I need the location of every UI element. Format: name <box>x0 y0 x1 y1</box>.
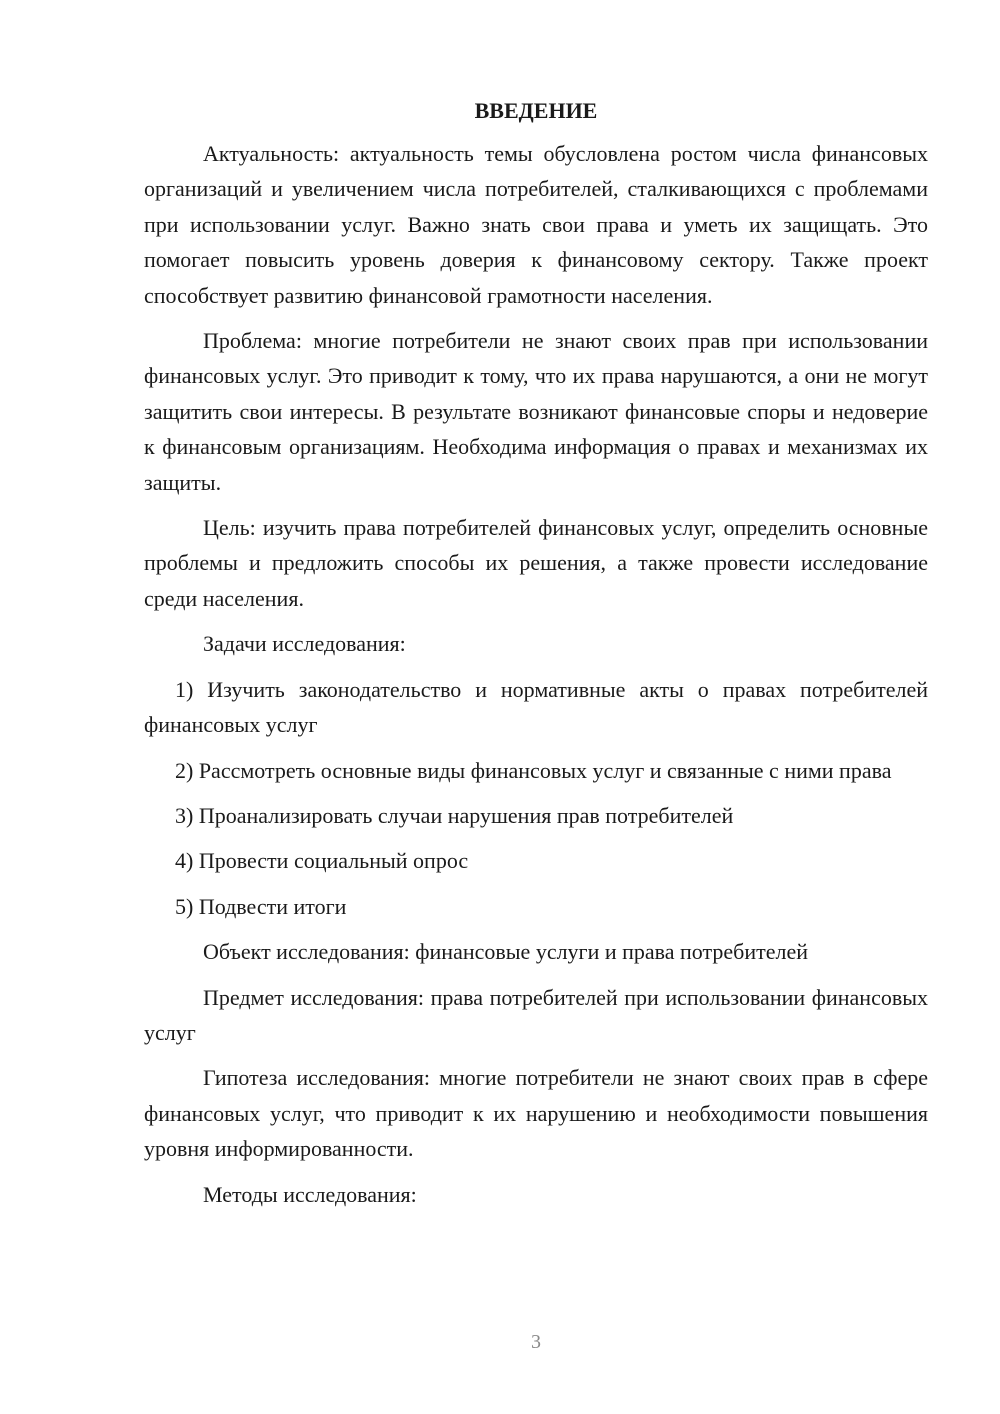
paragraph-tasks-title: Задачи исследования: <box>203 631 406 657</box>
paragraph-methods-title: Методы исследования: <box>203 1181 417 1207</box>
paragraph-object: Объект исследования: финансовые услуги и права потребителей <box>203 939 809 965</box>
page-content <box>144 93 928 1222</box>
task-item: 5) Подвести итоги <box>175 893 347 919</box>
section-heading: ВВЕДЕНИЕ <box>474 98 598 123</box>
paragraph-goal: Цель: изучить права потребителей финансовых услуг, определить основные проблемы и предложить способы их решения, а также провести исследование среди населения. <box>144 515 928 611</box>
paragraph-relevance: Актуальность: актуальность темы обусловлена ростом числа финансовых организаций и увеличением числа потребителей, сталкивающихся с проблемами при использовании услуг. Важно знать свои права и уметь их защищать. Это помогает повысить уровень доверия к финансовому сектору. Также проект способствует развитию финансовой грамотности населения. <box>144 141 928 308</box>
task-item: 4) Провести социальный опрос <box>175 848 469 874</box>
paragraph-subject: Предмет исследования: права потребителей при использовании финансовых услуг <box>144 984 928 1045</box>
task-item: 1) Изучить законодательство и нормативные акты о правах потребителей финансовых услуг <box>144 676 928 738</box>
page-number: 3 <box>531 1331 541 1353</box>
paragraph-hypothesis: Гипотеза исследования: многие потребители не знают своих прав в сфере финансовых услуг, что приводит к их нарушению и необходимости повышения уровня информированности. <box>144 1065 928 1162</box>
paragraph-problem: Проблема: многие потребители не знают своих прав при использовании финансовых услуг. Это приводит к тому, что их права нарушаются, а они не могут защитить свои интересы. В результате возникают финансовые споры и недоверие к финансовым организациям. Необходима информация о правах и механизмах их защиты. <box>144 328 928 495</box>
task-item: 2) Рассмотреть основные виды финансовых услуг и связанные с ними права <box>175 757 892 783</box>
task-item: 3) Проанализировать случаи нарушения прав потребителей <box>175 802 734 828</box>
